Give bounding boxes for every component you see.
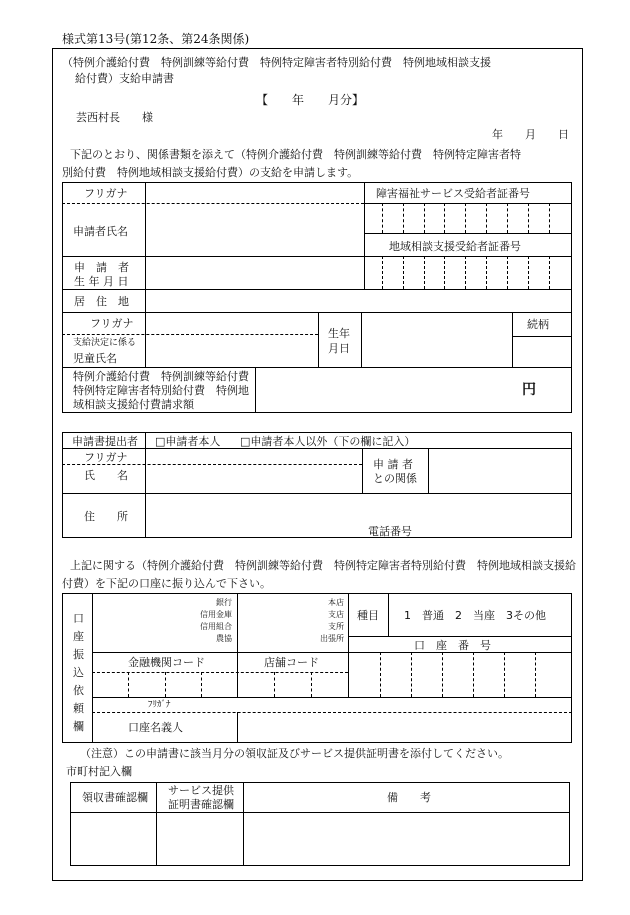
office-section-title: 市町村記入欄 bbox=[66, 765, 132, 778]
bank-type-nokyo: 農協 bbox=[216, 634, 232, 643]
form-title-line1: （特例介護給付費 特例訓練等給付費 特例特定障害者特別給付費 特例地域相談支援 bbox=[62, 56, 491, 69]
submitter-name-field[interactable] bbox=[146, 449, 361, 492]
branch-type-outlet: 出張所 bbox=[320, 634, 344, 643]
period-label: 【 年 月分】 bbox=[256, 93, 365, 107]
applicant-dob-field[interactable] bbox=[146, 257, 363, 288]
claim-label1: 特例介護給付費 特例訓練等給付費 bbox=[73, 370, 249, 383]
branch-code-label: 店舗コード bbox=[264, 656, 319, 669]
service-cert-label1: サービス提供 bbox=[168, 784, 234, 797]
account-number-label: 口 座 番 号 bbox=[414, 639, 491, 652]
intro-line1: 下記のとおり、関係書類を添えて（特例介護給付費 特例訓練等給付費 特例特定障害者特 bbox=[70, 148, 521, 161]
applicant-dob-label1: 申 請 者 bbox=[74, 261, 129, 274]
branch-type-main: 本店 bbox=[328, 598, 344, 607]
submitter-furigana-label: フリガナ bbox=[84, 451, 128, 464]
submitter-option-other[interactable]: □申請者本人以外（下の欄に記入） bbox=[240, 435, 416, 448]
yen-unit: 円 bbox=[522, 382, 536, 398]
submitter-header: 申請書提出者 bbox=[72, 435, 138, 448]
application-date: 年 月 日 bbox=[492, 128, 569, 141]
receipt-check-label: 領収書確認欄 bbox=[82, 791, 148, 804]
intro-line2: 別給付費 特例地域相談支援給付費）の支給を申請します。 bbox=[62, 166, 359, 179]
submitter-address-field[interactable] bbox=[146, 494, 571, 537]
submitter-name-label: 氏 名 bbox=[84, 469, 128, 482]
bank-vertical-label-0: 口 bbox=[73, 612, 84, 625]
claim-amount-field[interactable] bbox=[256, 368, 516, 412]
account-type-options[interactable]: 1 普通 2 当座 3その他 bbox=[404, 609, 546, 622]
service-cert-label2: 証明書確認欄 bbox=[168, 798, 234, 811]
branch-type-sub: 支所 bbox=[328, 622, 344, 631]
applicant-name-label: 申請者氏名 bbox=[73, 225, 128, 238]
consult-cert-label: 地域相談支援受給者証番号 bbox=[389, 240, 521, 253]
claim-label3: 域相談支援給付費請求額 bbox=[73, 398, 194, 411]
addressee: 芸西村長 様 bbox=[76, 111, 153, 124]
submitter-relation-field[interactable] bbox=[429, 449, 571, 492]
address-field[interactable] bbox=[146, 290, 571, 311]
bank-intro-line1: 上記に関する（特例介護給付費 特例訓練等給付費 特例特定障害者特別給付費 特例地域相談支援給 bbox=[70, 559, 576, 572]
submitter-phone-label: 電話番号 bbox=[368, 525, 412, 538]
claim-label2: 特例特定障害者特別給付費 特例地 bbox=[73, 384, 249, 397]
service-cert-field[interactable] bbox=[157, 813, 242, 865]
child-furigana-label: フリガナ bbox=[90, 317, 134, 330]
child-name-field[interactable] bbox=[146, 313, 317, 366]
receipt-check-field[interactable] bbox=[71, 813, 155, 865]
bank-type-shinkin: 信用金庫 bbox=[200, 610, 232, 619]
bank-vertical-label-3: 込 bbox=[73, 666, 84, 679]
remarks-label: 備 考 bbox=[387, 791, 431, 804]
bank-vertical-label-6: 欄 bbox=[73, 720, 84, 733]
applicant-name-field[interactable] bbox=[146, 204, 363, 255]
bank-type-bank: 銀行 bbox=[216, 598, 232, 607]
child-dob-field[interactable] bbox=[362, 313, 511, 366]
bank-vertical-label-4: 依 bbox=[73, 684, 84, 697]
bank-code-label: 金融機関コード bbox=[128, 656, 205, 669]
account-number-field[interactable] bbox=[349, 653, 571, 696]
branch-type-branch: 支店 bbox=[328, 610, 344, 619]
bank-vertical-label-2: 振 bbox=[73, 648, 84, 661]
welfare-cert-label: 障害福祉サービス受給者証番号 bbox=[376, 187, 530, 200]
child-name-label2: 児童氏名 bbox=[73, 352, 117, 365]
account-type-label: 種目 bbox=[357, 609, 379, 622]
furigana-label: フリガナ bbox=[84, 187, 128, 200]
holder-furigana-label: ﾌﾘｶﾞﾅ bbox=[148, 700, 171, 710]
bank-type-shinkumi: 信用組合 bbox=[200, 622, 232, 631]
submitter-relation-label1: 申 請 者 bbox=[373, 458, 413, 471]
relation-label: 続柄 bbox=[527, 318, 549, 331]
bank-vertical-label-1: 座 bbox=[73, 630, 84, 643]
submitter-option-self[interactable]: □申請者本人 bbox=[155, 435, 221, 448]
bank-code-field[interactable] bbox=[93, 673, 347, 696]
account-holder-label: 口座名義人 bbox=[128, 721, 183, 734]
submitter-relation-label2: との関係 bbox=[373, 472, 417, 485]
attachment-note: （注意）この申請書に該当月分の領収証及びサービス提供証明書を添付してください。 bbox=[80, 747, 509, 760]
child-dob-label2: 月日 bbox=[328, 342, 350, 355]
child-dob-label1: 生年 bbox=[328, 327, 350, 340]
form-number: 様式第13号(第12条、第24条関係) bbox=[62, 32, 250, 46]
child-name-label1: 支給決定に係る bbox=[73, 338, 137, 348]
bank-intro-line2: 付費）を下記の口座に振り込んで下さい。 bbox=[62, 577, 271, 590]
furigana-field[interactable] bbox=[146, 183, 363, 202]
account-holder-field[interactable] bbox=[238, 713, 571, 742]
form-title-line2: 給付費）支給申請書 bbox=[75, 72, 174, 85]
bank-name-field[interactable] bbox=[93, 594, 236, 651]
address-label: 居 住 地 bbox=[74, 295, 129, 308]
submitter-address-label: 住 所 bbox=[84, 510, 128, 523]
bank-vertical-label-5: 頼 bbox=[73, 702, 84, 715]
remarks-field[interactable] bbox=[244, 813, 569, 865]
applicant-dob-label2: 生 年 月 日 bbox=[74, 275, 129, 288]
branch-name-field[interactable] bbox=[238, 594, 347, 651]
